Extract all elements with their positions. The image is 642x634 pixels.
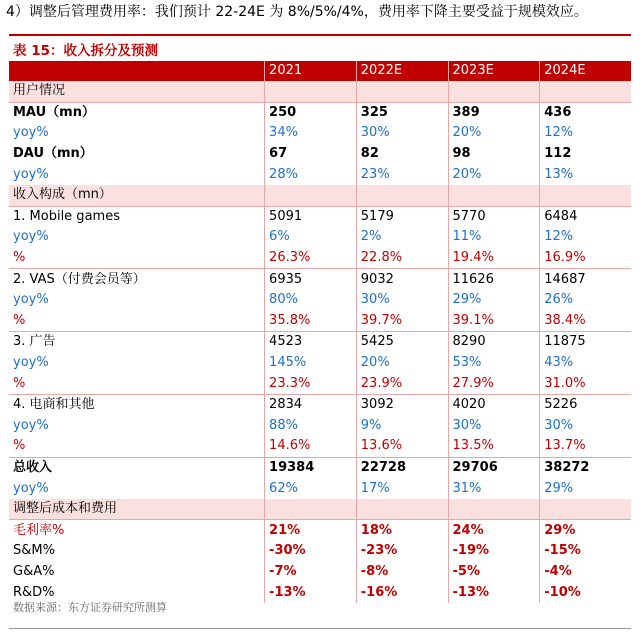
table-row	[9, 269, 631, 290]
row-value: 23.3%	[265, 373, 357, 394]
row-value: 26.3%	[265, 248, 357, 269]
row-value: 34%	[265, 123, 357, 144]
row-value: -19%	[448, 541, 540, 562]
row-value: 4020	[448, 394, 540, 415]
row-value: 12%	[540, 227, 631, 248]
row-value: 31.0%	[540, 373, 631, 394]
row-value: 21%	[265, 520, 357, 541]
table-row	[9, 102, 631, 123]
table-row	[9, 332, 631, 353]
header-year: 2022E	[356, 61, 448, 81]
row-label: %	[9, 248, 265, 269]
row-label: G&A%	[13, 563, 55, 579]
row-label: 4. 电商和其他	[13, 397, 95, 413]
row-value: 13.5%	[448, 436, 540, 457]
row-label: 3. 广告	[13, 334, 56, 350]
table-header-row	[9, 61, 631, 81]
row-value: 14687	[540, 269, 631, 290]
row-value: 38.4%	[540, 311, 631, 332]
bottom-divider	[9, 628, 631, 629]
row-value: 53%	[448, 353, 540, 374]
row-value: 11875	[540, 332, 631, 353]
row-value: 43%	[540, 353, 631, 374]
row-label: MAU（mn）	[13, 104, 95, 120]
row-value: 8290	[448, 332, 540, 353]
row-value: 82	[356, 144, 448, 165]
header-year: 2023E	[448, 61, 540, 81]
row-value: 39.1%	[448, 311, 540, 332]
row-value: 17%	[356, 478, 448, 499]
table-row	[9, 478, 631, 499]
row-value: 30%	[448, 416, 540, 437]
row-value: 12%	[540, 123, 631, 144]
row-value: 62%	[265, 478, 357, 499]
row-value: 29%	[448, 290, 540, 311]
table-row	[9, 227, 631, 248]
row-value: 19.4%	[448, 248, 540, 269]
row-value: -8%	[356, 562, 448, 583]
row-value: 23%	[356, 164, 448, 185]
table-row	[9, 206, 631, 227]
section-cell	[356, 185, 448, 206]
row-value: 6935	[265, 269, 357, 290]
row-value: 38272	[540, 457, 631, 478]
section-cell	[540, 81, 631, 102]
revenue-breakdown-table	[9, 61, 631, 603]
row-value: 98	[448, 144, 540, 165]
section-cell	[448, 499, 540, 520]
header-year: 2021	[265, 61, 357, 81]
row-value: 436	[540, 102, 631, 123]
section-label: 收入构成（mn）	[9, 185, 265, 206]
row-label: 总收入	[13, 459, 53, 475]
row-value: 22.8%	[356, 248, 448, 269]
row-value: 145%	[265, 353, 357, 374]
row-value: 30%	[540, 416, 631, 437]
table-title: 表 15：收入拆分及预测	[13, 43, 158, 59]
row-value: 31%	[448, 478, 540, 499]
row-value: -5%	[448, 562, 540, 583]
row-label: yoy%	[13, 166, 49, 182]
table-row	[9, 394, 631, 415]
table-row	[9, 311, 631, 332]
row-value: 11626	[448, 269, 540, 290]
row-value: 19384	[265, 457, 357, 478]
row-value: 250	[265, 102, 357, 123]
row-value: 5226	[540, 394, 631, 415]
table-row	[9, 123, 631, 144]
row-value: 20%	[448, 123, 540, 144]
row-value: -16%	[356, 582, 448, 603]
row-value: 9%	[356, 416, 448, 437]
row-value: -30%	[265, 541, 357, 562]
row-value: 5425	[356, 332, 448, 353]
table-row	[9, 373, 631, 394]
row-label: yoy%	[13, 125, 49, 141]
table-row	[9, 457, 631, 478]
row-value: 29%	[540, 478, 631, 499]
header-blank	[9, 61, 265, 81]
section-cell	[540, 499, 631, 520]
row-value: -23%	[356, 541, 448, 562]
table-row	[9, 436, 631, 457]
row-value: 23.9%	[356, 373, 448, 394]
row-value: 18%	[356, 520, 448, 541]
section-cell	[265, 185, 357, 206]
row-value: 5770	[448, 206, 540, 227]
row-value: 27.9%	[448, 373, 540, 394]
row-label: yoy%	[13, 292, 49, 308]
row-value: 80%	[265, 290, 357, 311]
section-cell	[356, 81, 448, 102]
row-value: 2834	[265, 394, 357, 415]
row-label: %	[9, 311, 265, 332]
row-value: 6%	[265, 227, 357, 248]
row-value: 5179	[356, 206, 448, 227]
row-value: -4%	[540, 562, 631, 583]
section-row	[9, 81, 631, 102]
row-value: 5091	[265, 206, 357, 227]
row-value: 325	[356, 102, 448, 123]
section-row	[9, 499, 631, 520]
row-label: R&D%	[13, 584, 55, 600]
row-value: 35.8%	[265, 311, 357, 332]
table-row	[9, 520, 631, 541]
section-cell	[448, 185, 540, 206]
section-cell	[356, 499, 448, 520]
data-source-note: 数据来源：东方证券研究所测算	[13, 601, 167, 614]
section-cell	[265, 81, 357, 102]
row-label: yoy%	[13, 229, 49, 245]
table-row	[9, 144, 631, 165]
row-value: 13.7%	[540, 436, 631, 457]
row-value: 24%	[448, 520, 540, 541]
row-label: S&M%	[13, 543, 55, 559]
header-year: 2024E	[540, 61, 631, 81]
table-row	[9, 353, 631, 374]
section-cell	[265, 499, 357, 520]
table-row	[9, 290, 631, 311]
row-value: 22728	[356, 457, 448, 478]
row-value: 2%	[356, 227, 448, 248]
row-value: 13.6%	[356, 436, 448, 457]
section-row	[9, 185, 631, 206]
section-cell	[540, 185, 631, 206]
row-value: 9032	[356, 269, 448, 290]
table-row	[9, 416, 631, 437]
row-value: 16.9%	[540, 248, 631, 269]
row-label: 2. VAS（付费会员等）	[13, 271, 146, 287]
row-value: -7%	[265, 562, 357, 583]
table-row	[9, 541, 631, 562]
row-label: %	[9, 373, 265, 394]
row-value: 389	[448, 102, 540, 123]
row-value: 28%	[265, 164, 357, 185]
row-label: %	[9, 436, 265, 457]
row-value: 39.7%	[356, 311, 448, 332]
row-value: 14.6%	[265, 436, 357, 457]
row-value: -10%	[540, 582, 631, 603]
row-label: 毛利率%	[13, 522, 65, 538]
row-value: 26%	[540, 290, 631, 311]
row-label: yoy%	[13, 480, 49, 496]
row-value: 20%	[356, 353, 448, 374]
row-value: -15%	[540, 541, 631, 562]
row-value: 20%	[448, 164, 540, 185]
row-label: 1. Mobile games	[13, 208, 120, 224]
row-value: 4523	[265, 332, 357, 353]
section-label: 调整后成本和费用	[9, 499, 265, 520]
row-label: yoy%	[13, 355, 49, 371]
row-value: 11%	[448, 227, 540, 248]
row-value: 112	[540, 144, 631, 165]
table-row	[9, 248, 631, 269]
table-title-bar	[9, 34, 631, 63]
row-value: 13%	[540, 164, 631, 185]
row-value: 67	[265, 144, 357, 165]
row-value: 3092	[356, 394, 448, 415]
row-value: 88%	[265, 416, 357, 437]
row-value: -13%	[265, 582, 357, 603]
section-cell	[448, 81, 540, 102]
row-value: -13%	[448, 582, 540, 603]
section-label: 用户情况	[9, 81, 265, 102]
table-row	[9, 562, 631, 583]
table-row	[9, 164, 631, 185]
row-value: 29%	[540, 520, 631, 541]
row-label: yoy%	[13, 417, 49, 433]
row-value: 30%	[356, 290, 448, 311]
row-value: 6484	[540, 206, 631, 227]
row-value: 29706	[448, 457, 540, 478]
row-label: DAU（mn）	[13, 146, 93, 162]
row-value: 30%	[356, 123, 448, 144]
intro-paragraph: 4）调整后管理费用率：我们预计 22-24E 为 8%/5%/4%，费用率下降主要受益于规模效应。	[6, 4, 588, 20]
